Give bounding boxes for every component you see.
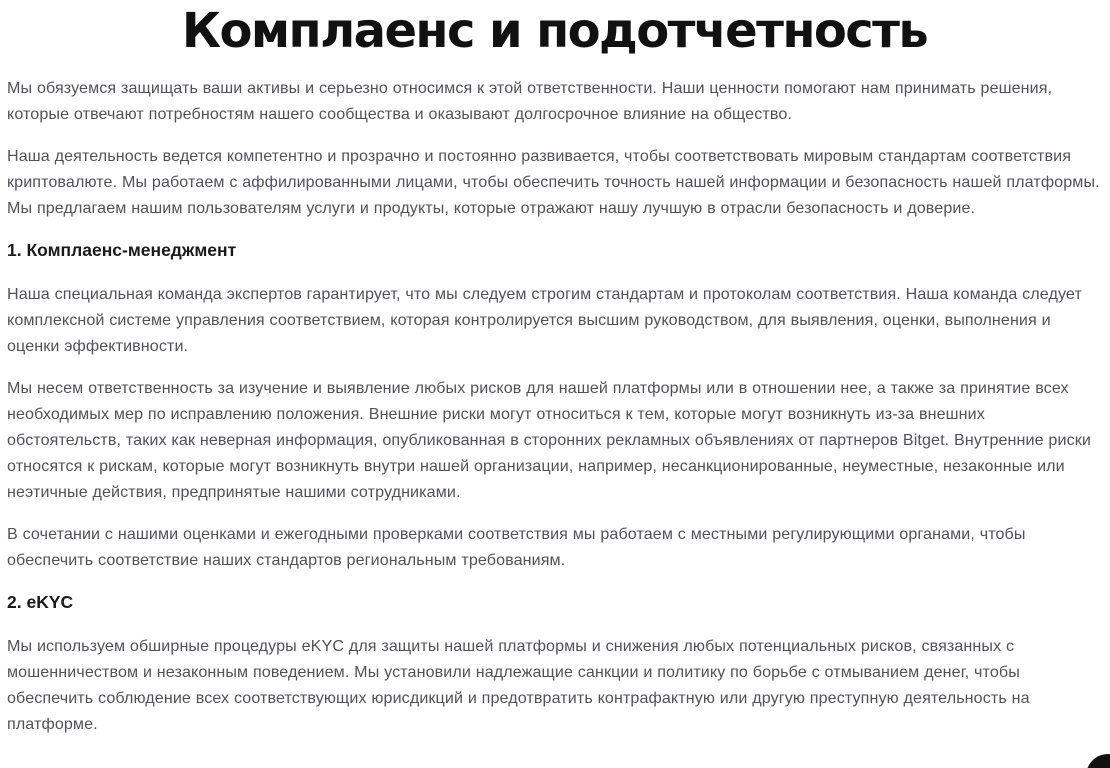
section-heading-ekyc: 2. eKYC	[7, 592, 74, 612]
section-heading-compliance-management: 1. Комплаенс-менеджмент	[7, 240, 237, 260]
page-title: Комплаенс и подотчетность	[181, 3, 928, 59]
ekyc-paragraph-1: Мы используем обширные процедуры eKYC для защиты нашей платформы и снижения любых потенциальных рисков, связанных с мошенничеством и незаконным поведением. Мы установили надлежащие санкции и политику по борьбе с отмыванием денег, чтобы обеспечить соблюдение всех соответствующих юрисдикций и предотвратить контрафактную или другую преступную деятельность на платформе.	[7, 637, 1030, 733]
intro-paragraph-1: Мы обязуемся защищать ваши активы и серьезно относимся к этой ответственности. Наши ценности помогают нам принимать решения, которые отвечают потребностям нашего сообщества и оказывают долгосрочное влияние на общество.	[7, 79, 1053, 123]
compliance-paragraph-2: Мы несем ответственность за изучение и выявление любых рисков для нашей платформы или в отношении нее, а также за принятие всех необходимых мер по исправлению положения. Внешние риски могут относиться к тем, которые могут возникнуть из-за внешних обстоятельств, таких как неверная информация, опубликованная в сторонних рекламных объявлениях от партнеров Bitget. Внутренние риски относятся к рискам, которые могут возникнуть внутри нашей организации, например, несанкционированные, неуместные, незаконные или неэтичные действия, предпринятые нашими сотрудниками.	[7, 379, 1091, 501]
compliance-paragraph-1: Наша специальная команда экспертов гарантирует, что мы следуем строгим стандартам и протоколам соответствия. Наша команда следует комплексной системе управления соответствием, которая контролируется высшим руководством, для выявления, оценки, выполнения и оценки эффективности.	[7, 285, 1082, 355]
compliance-paragraph-3: В сочетании с нашими оценками и ежегодными проверками соответствия мы работаем с местными регулирующими органами, чтобы обеспечить соответствие наших стандартов региональным требованиям.	[7, 525, 1026, 569]
intro-paragraph-2: Наша деятельность ведется компетентно и прозрачно и постоянно развивается, чтобы соответствовать мировым стандартам соответствия криптовалюте. Мы работаем с аффилированными лицами, чтобы обеспечить точность нашей информации и безопасность нашей платформы. Мы предлагаем нашим пользователям услуги и продукты, которые отражают нашу лучшую в отрасли безопасность и доверие.	[7, 147, 1100, 217]
